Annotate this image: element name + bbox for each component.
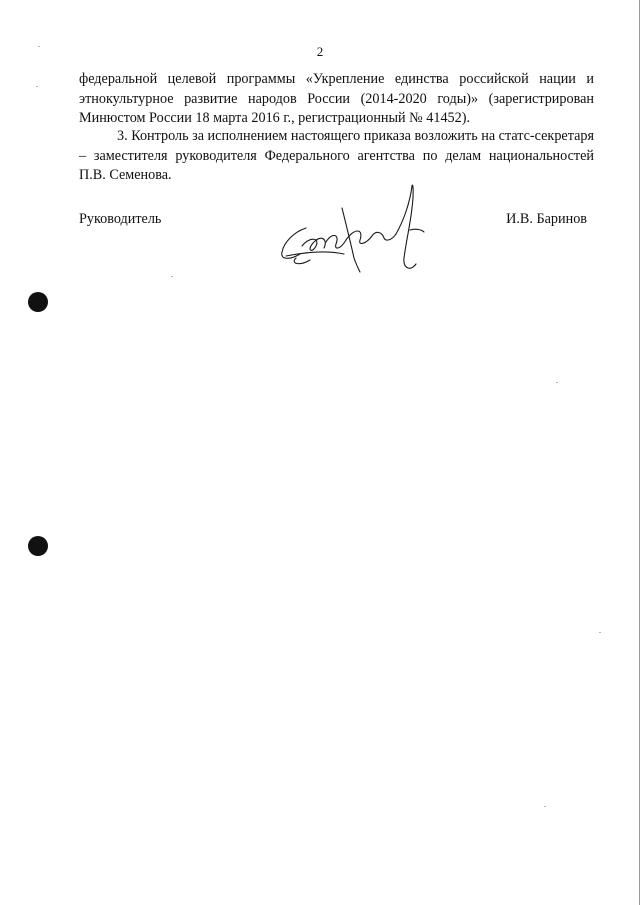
- paragraph-program-registration: федеральной целевой программы «Укрепление единства российской нации и этнокультурное развитие народов России (2014-2020 годы)» (зарегистрирован Минюстом России 18 марта 2016 г., регистрационный № 41452).: [79, 71, 594, 126]
- signatory-role: Руководитель: [79, 211, 162, 227]
- scan-speck: [36, 86, 38, 87]
- handwritten-signature: [276, 180, 426, 275]
- scan-speck: [599, 632, 601, 633]
- scan-speck: [556, 382, 558, 383]
- binder-hole-bottom: [28, 536, 48, 556]
- scan-speck: [171, 276, 173, 277]
- signatory-name: И.В. Баринов: [506, 211, 587, 227]
- scan-speck: [38, 46, 40, 47]
- scan-speck: [544, 806, 546, 807]
- paragraph-control-assignment: 3. Контроль за исполнением настоящего приказа возложить на статс-секретаря – заместителя руководителя Федерального агентства по делам национальностей П.В. Семенова.: [79, 128, 594, 183]
- binder-hole-top: [28, 292, 48, 312]
- page-number: 2: [316, 44, 324, 59]
